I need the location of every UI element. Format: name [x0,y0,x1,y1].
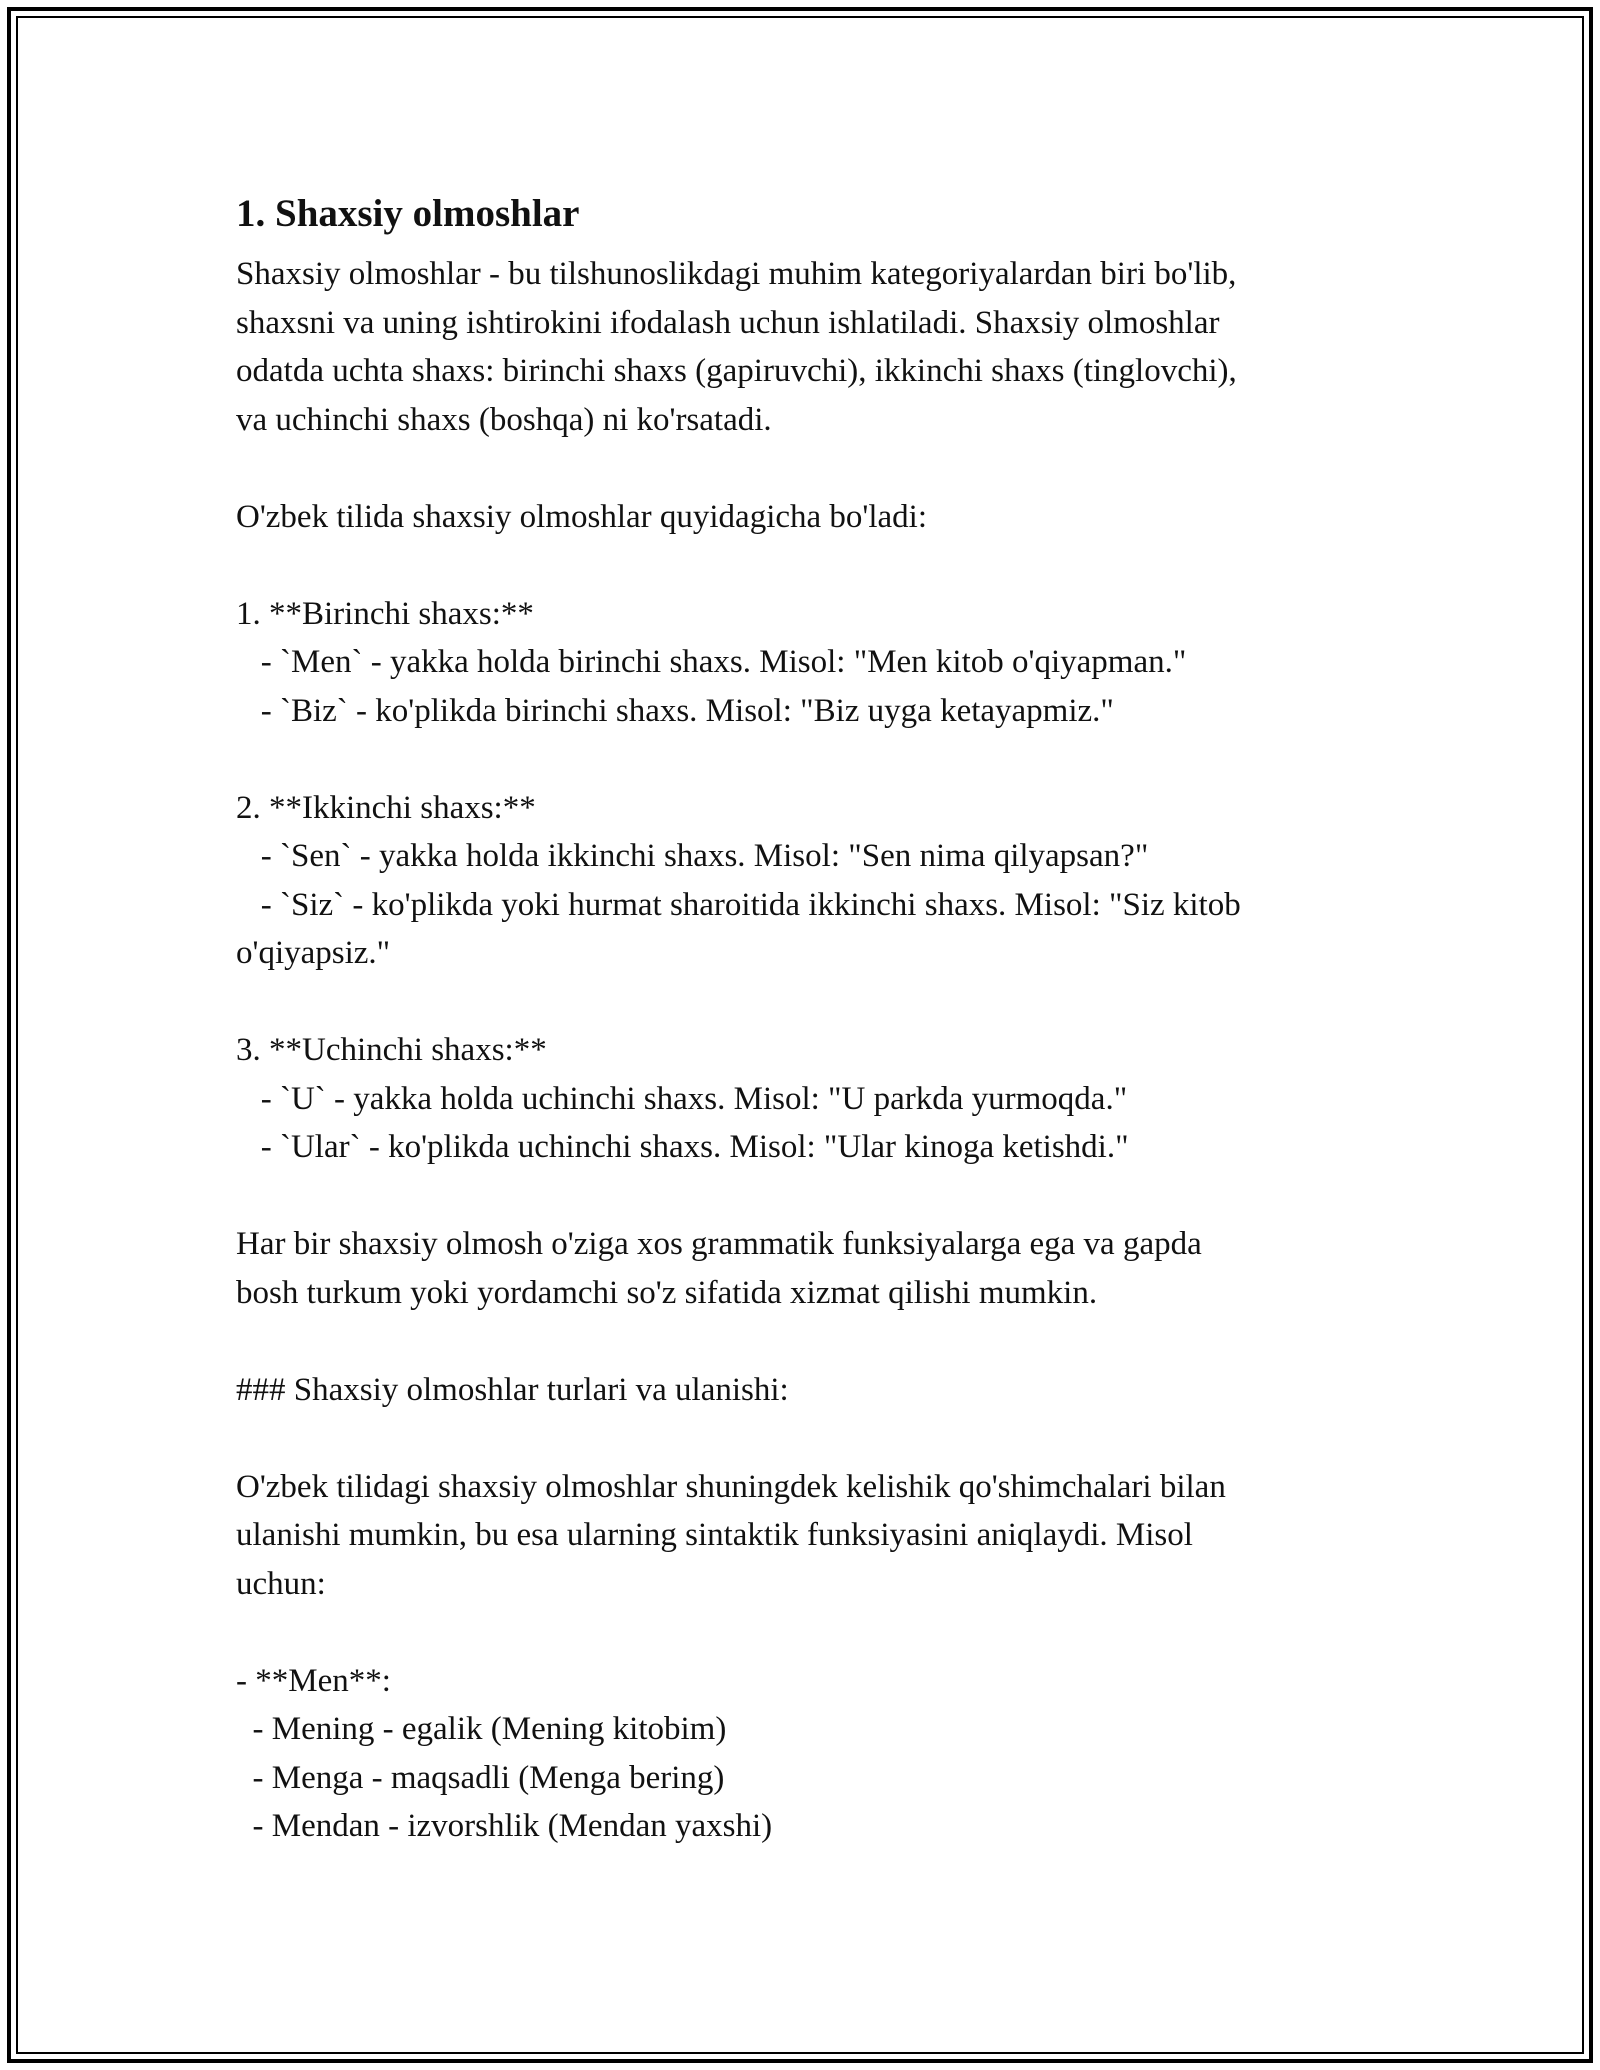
list-item: - `Siz` - ko'plikda yoki hurmat sharoitida ikkinchi shaxs. Misol: "Siz kitob [236,886,1241,923]
list-item: - `U` - yakka holda uchinchi shaxs. Misol: "U parkda yurmoqda." [236,1080,1128,1117]
subheading: ### Shaxsiy olmoshlar turlari va ulanishi: [236,1371,789,1408]
lead-paragraph: O'zbek tilida shaxsiy olmoshlar quyidagicha bo'ladi: [236,498,928,535]
list-item: - `Ular` - ko'plikda uchinchi shaxs. Misol: "Ular kinoga ketishdi." [236,1129,1129,1165]
text-line: ulanishi mumkin, bu esa ularning sintaktik funksiyasini aniqlaydi. Misol [236,1517,1193,1553]
list-item-continuation: o'qiyapsiz." [236,935,391,971]
text-line: Har bir shaxsiy olmosh o'ziga xos grammatik funksiyalarga ega va gapda [236,1226,1202,1262]
spacer [236,1317,1396,1366]
list-heading: - **Men**: [236,1662,391,1699]
section-second-person [236,784,1396,978]
spacer [236,541,1396,590]
text-line: O'zbek tilidagi shaxsiy olmoshlar shuningdek kelishik qo'shimchalari bilan [236,1468,1226,1505]
text-line: odatda uchta shaxs: birinchi shaxs (gapiruvchi), ikkinchi shaxs (tinglovchi), [236,353,1237,389]
spacer [236,1608,1396,1657]
text-line: shaxsni va uning ishtirokini ifodalash uchun ishlatiladi. Shaxsiy olmoshlar [236,304,1220,341]
text-line: bosh turkum yoki yordamchi so'z sifatida xizmat qilishi mumkin. [236,1274,1098,1311]
section-heading: 1. **Birinchi shaxs:** [236,595,534,632]
list-item: - Mendan - izvorshlik (Mendan yaxshi) [236,1808,773,1844]
spacer [236,1414,1396,1463]
spacer [236,735,1396,784]
page-title: 1. Shaxsiy olmoshlar [236,192,580,235]
list-item: - `Biz` - ko'plikda birinchi shaxs. Misol: "Biz uyga ketayapmiz." [236,692,1114,729]
section-first-person [236,590,1396,736]
list-item: - `Men` - yakka holda birinchi shaxs. Misol: "Men kitob o'qiyapman." [236,644,1187,680]
spacer [236,444,1396,493]
text-line: va uchinchi shaxs (boshqa) ni ko'rsatadi. [236,401,772,438]
summary-paragraph [236,1220,1396,1317]
list-item: - Mening - egalik (Mening kitobim) [236,1711,727,1747]
list-item: - `Sen` - yakka holda ikkinchi shaxs. Misol: "Sen nima qilyapsan?" [236,838,1149,874]
section-heading: 3. **Uchinchi shaxs:** [236,1032,547,1068]
text-line: uchun: [236,1565,326,1602]
spacer [236,978,1396,1027]
intro-paragraph [236,250,1396,444]
document-body [236,188,1396,1851]
men-cases-list [236,1657,1396,1851]
list-item: - Menga - maqsadli (Menga bering) [236,1759,725,1796]
spacer [236,1172,1396,1221]
text-line: Shaxsiy olmoshlar - bu tilshunoslikdagi muhim kategoriyalardan biri bo'lib, [236,256,1237,292]
section-heading: 2. **Ikkinchi shaxs:** [236,789,536,826]
cases-intro-paragraph [236,1463,1396,1609]
section-third-person [236,1026,1396,1172]
